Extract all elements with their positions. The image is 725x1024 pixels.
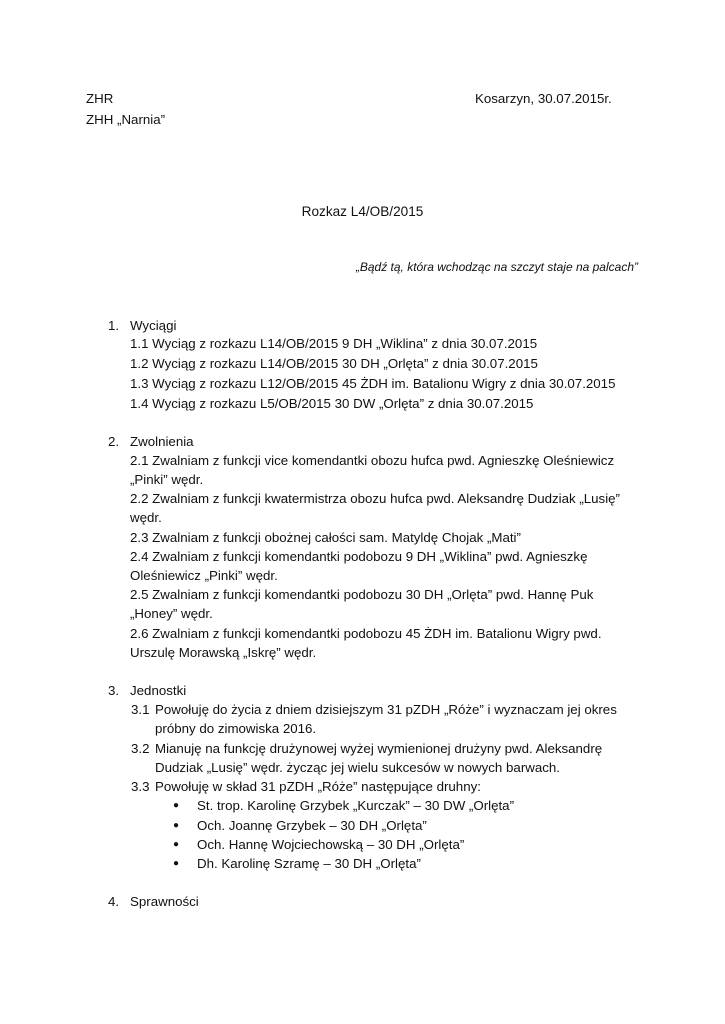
order-title: Rozkaz L4/OB/2015 — [301, 204, 424, 219]
list-item: „Honey” wędr. — [130, 606, 213, 621]
bullet-icon: ● — [173, 858, 180, 869]
bullet-item: Dh. Karolinę Szramę – 30 DH „Orlęta” — [197, 856, 421, 871]
section-number: 4. — [108, 894, 120, 909]
subitem-number: 3.3 — [131, 779, 150, 794]
list-item: Mianuję na funkcję drużynowej wyżej wymienionej drużyny pwd. Aleksandrę — [155, 741, 603, 756]
list-item: 1.2 Wyciąg z rozkazu L14/OB/2015 30 DH „Orlęta” z dnia 30.07.2015 — [130, 356, 538, 371]
section-number: 2. — [108, 434, 120, 449]
section-number: 1. — [108, 318, 120, 333]
subitem-number: 3.2 — [131, 741, 150, 756]
bullet-icon: ● — [173, 839, 180, 850]
section-number: 3. — [108, 683, 120, 698]
list-item: próbny do zimowiska 2016. — [155, 721, 317, 736]
list-item: Dudziak „Lusię” wędr. życząc jej wielu sukcesów w nowych barwach. — [155, 760, 560, 775]
bullet-item: St. trop. Karolinę Grzybek „Kurczak” – 30 DW „Orlęta” — [197, 798, 515, 813]
list-item: 1.3 Wyciąg z rozkazu L12/OB/2015 45 ŻDH im. Batalionu Wigry z dnia 30.07.2015 — [130, 376, 616, 391]
section-title: Sprawności — [130, 894, 199, 909]
list-item: 2.5 Zwalniam z funkcji komendantki podobozu 30 DH „Orlęta” pwd. Hannę Puk — [130, 587, 594, 602]
list-item: wędr. — [130, 510, 162, 525]
bullet-item: Och. Joannę Grzybek – 30 DH „Orlęta” — [197, 818, 427, 833]
list-item: Urszulę Morawską „Iskrę” wędr. — [130, 645, 317, 660]
subitem-number: 3.1 — [131, 702, 150, 717]
section-title: Zwolnienia — [130, 434, 194, 449]
unit-name: ZHH „Narnia” — [86, 112, 166, 127]
list-item: 1.4 Wyciąg z rozkazu L5/OB/2015 30 DW „Orlęta” z dnia 30.07.2015 — [130, 396, 534, 411]
list-item: 1.1 Wyciąg z rozkazu L14/OB/2015 9 DH „Wiklina” z dnia 30.07.2015 — [130, 336, 538, 351]
section-title: Jednostki — [130, 683, 187, 698]
list-item: Oleśniewicz „Pinki” wędr. — [130, 568, 278, 583]
organization-name: ZHR — [86, 91, 114, 106]
list-item: Powołuję w skład 31 pZDH „Róże” następujące druhny: — [155, 779, 481, 794]
list-item: 2.2 Zwalniam z funkcji kwatermistrza obozu hufca pwd. Aleksandrę Dudziak „Lusię” — [130, 491, 620, 506]
list-item: 2.6 Zwalniam z funkcji komendantki podobozu 45 ŻDH im. Batalionu Wigry pwd. — [130, 626, 602, 641]
motto: „Bądź tą, która wchodząc na szczyt staje na palcach” — [355, 260, 638, 274]
list-item: 2.4 Zwalniam z funkcji komendantki podobozu 9 DH „Wiklina” pwd. Agnieszkę — [130, 549, 588, 564]
list-item: 2.1 Zwalniam z funkcji vice komendantki obozu hufca pwd. Agnieszkę Oleśniewicz — [130, 453, 615, 468]
list-item: Powołuję do życia z dniem dzisiejszym 31 pZDH „Róże” i wyznaczam jej okres — [155, 702, 617, 717]
list-item: „Pinki” wędr. — [130, 472, 204, 487]
section-title: Wyciągi — [130, 318, 177, 333]
bullet-icon: ● — [173, 820, 180, 831]
list-item: 2.3 Zwalniam z funkcji obożnej całości sam. Matyldę Chojak „Mati” — [130, 530, 521, 545]
bullet-item: Och. Hannę Wojciechowską – 30 DH „Orlęta” — [197, 837, 465, 852]
place-and-date: Kosarzyn, 30.07.2015r. — [475, 91, 612, 106]
bullet-icon: ● — [173, 800, 180, 811]
